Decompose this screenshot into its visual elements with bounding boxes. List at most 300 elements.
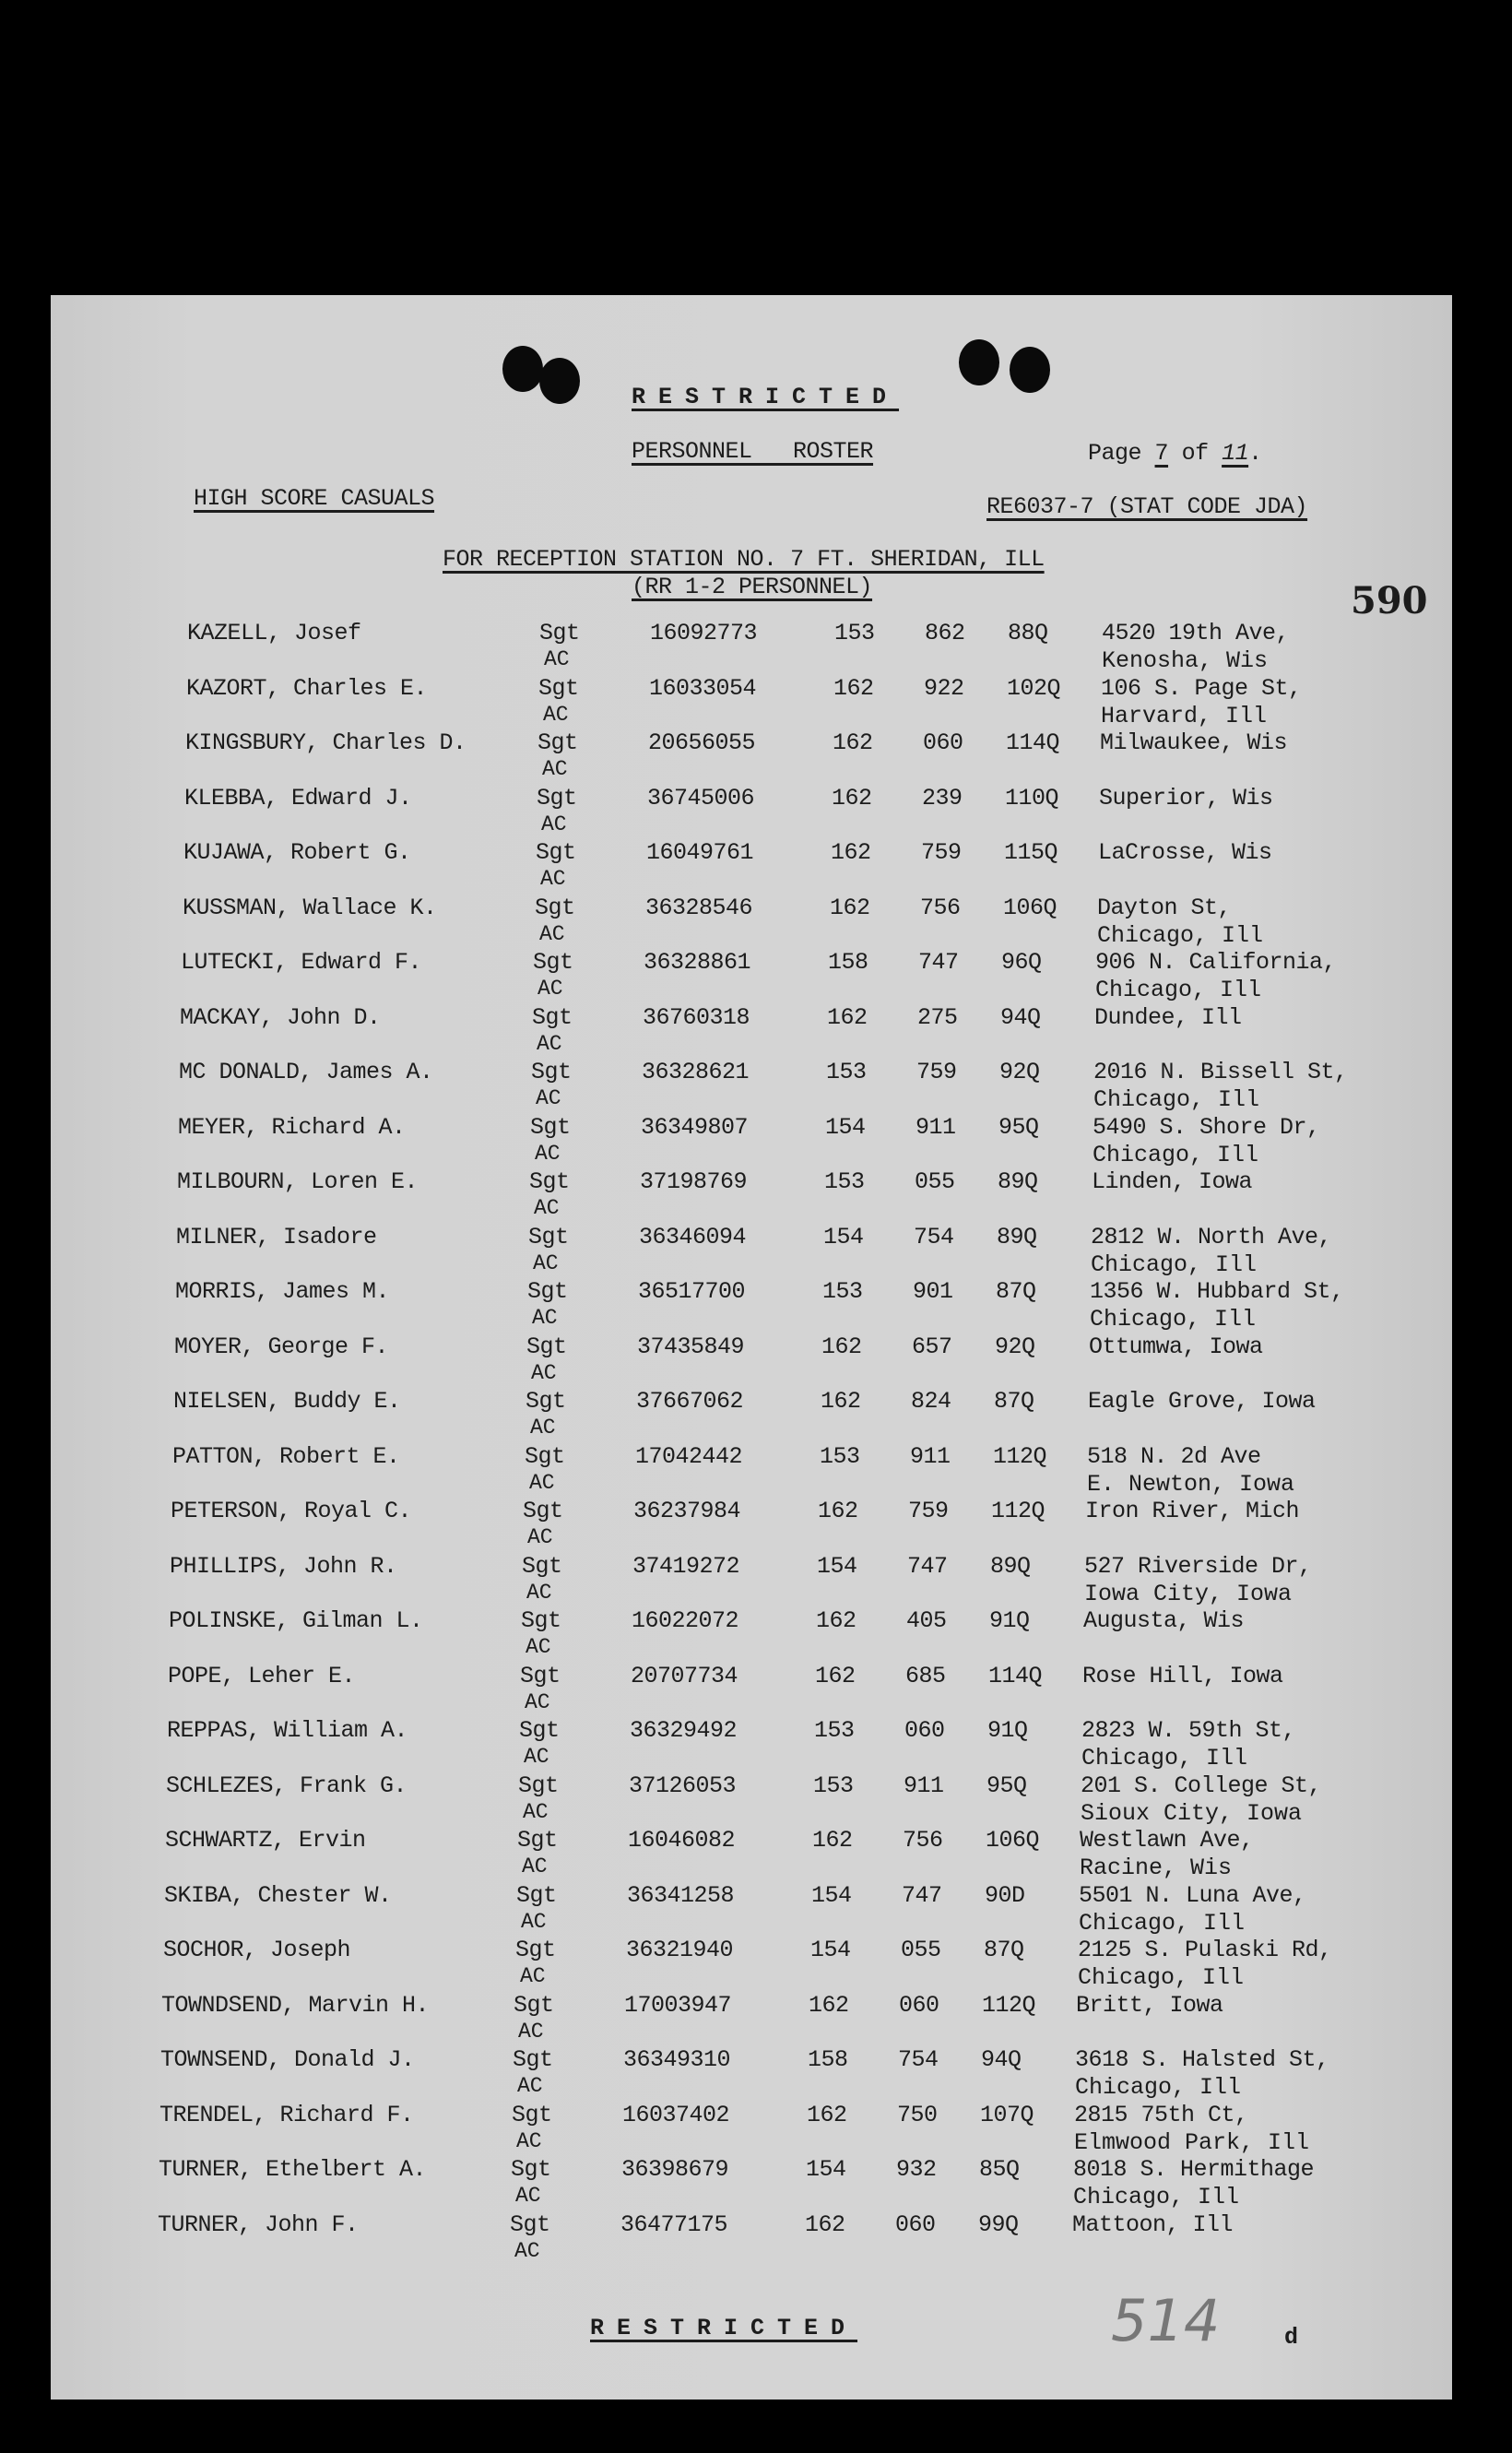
cell-serial: 20656055 — [648, 729, 756, 756]
cell-rank: Sgt — [538, 674, 579, 702]
cell-c2: 901 — [913, 1278, 953, 1305]
cell-rank: Sgt — [535, 894, 575, 921]
cell-branch: AC — [518, 2019, 544, 2044]
cell-addr1: 3618 S. Halsted St, — [1075, 2046, 1329, 2073]
cell-branch: AC — [537, 1031, 562, 1056]
cell-addr1: 4520 19th Ave, — [1102, 620, 1290, 646]
cell-addr1: 8018 S. Hermithage — [1073, 2156, 1315, 2183]
cell-branch: AC — [515, 2184, 541, 2208]
cell-serial: 16037402 — [622, 2101, 730, 2128]
cell-addr1: Rose Hill, Iowa — [1082, 1662, 1283, 1689]
cell-c3: 87Q — [984, 1937, 1024, 1963]
cell-addr2: Elmwood Park, Ill — [1074, 2128, 1310, 2156]
cell-c3: 85Q — [979, 2156, 1020, 2183]
cell-c1: 154 — [825, 1113, 866, 1141]
cell-rank: Sgt — [530, 1113, 571, 1141]
cell-rank: Sgt — [511, 2156, 551, 2183]
roster-row — [51, 729, 1452, 785]
cell-c1: 162 — [815, 1662, 856, 1689]
cell-c1: 154 — [810, 1937, 851, 1963]
cell-rank: Sgt — [531, 1059, 572, 1085]
cell-addr2: Chicago, Ill — [1090, 1306, 1257, 1333]
cell-name: PHILLIPS, John R. — [170, 1552, 397, 1580]
cell-name: TOWNDSEND, Marvin H. — [161, 1991, 430, 2019]
cell-addr1: 2016 N. Bissell St, — [1093, 1059, 1348, 1085]
cell-addr2: Chicago, Ill — [1078, 1964, 1245, 1991]
punch-hole — [959, 339, 999, 385]
cell-serial: 36349807 — [641, 1113, 749, 1141]
cell-c3: 102Q — [1007, 674, 1061, 702]
cell-c3: 106Q — [986, 1827, 1040, 1854]
cell-c1: 162 — [832, 784, 872, 812]
cell-c1: 162 — [805, 2210, 845, 2238]
cell-addr2: Chicago, Ill — [1081, 1745, 1248, 1772]
cell-name: KAZELL, Josef — [187, 620, 361, 646]
cell-c3: 106Q — [1003, 894, 1057, 921]
cell-name: MORRIS, James M. — [175, 1278, 390, 1305]
cell-addr2: Chicago, Ill — [1075, 2074, 1242, 2101]
cell-branch: AC — [542, 757, 568, 781]
cell-c2: 275 — [917, 1003, 958, 1031]
cell-serial: 36321940 — [626, 1937, 734, 1963]
roster-row — [51, 1882, 1452, 1938]
cell-c3: 91Q — [987, 1717, 1028, 1744]
cell-rank: Sgt — [539, 620, 580, 646]
cell-addr1: Dundee, Ill — [1094, 1003, 1242, 1031]
cell-name: KUSSMAN, Wallace K. — [183, 894, 437, 921]
cell-rank: Sgt — [512, 2101, 552, 2128]
cell-branch: AC — [525, 1689, 550, 1714]
cell-name: NIELSEN, Buddy E. — [173, 1388, 401, 1415]
cell-c1: 162 — [821, 1333, 862, 1360]
cell-branch: AC — [521, 1909, 547, 1934]
destination: FOR RECEPTION STATION NO. 7 FT. SHERIDAN, ILL — [443, 546, 1045, 573]
roster-row — [51, 1937, 1452, 1992]
cell-c3: 95Q — [986, 1772, 1027, 1799]
page-indicator: Page 7 of 11. — [1088, 440, 1262, 467]
cell-name: TRENDEL, Richard F. — [159, 2101, 414, 2128]
cell-serial: 36760318 — [643, 1003, 750, 1031]
cell-c3: 115Q — [1004, 839, 1058, 866]
cell-branch: AC — [544, 647, 570, 671]
cell-c1: 162 — [816, 1607, 856, 1634]
cell-addr1: LaCrosse, Wis — [1098, 839, 1272, 866]
cell-name: MOYER, George F. — [174, 1333, 389, 1360]
cell-rank: Sgt — [525, 1442, 565, 1470]
cell-c1: 153 — [834, 620, 875, 646]
cell-addr2: Harvard, Ill — [1101, 702, 1268, 729]
cell-name: LUTECKI, Edward F. — [181, 949, 422, 976]
cell-addr2: Chicago, Ill — [1079, 1909, 1246, 1937]
cell-c1: 158 — [828, 949, 868, 976]
stat-code: RE6037-7 (STAT CODE JDA) — [986, 493, 1308, 520]
roster-row — [51, 1443, 1452, 1499]
subgroup: (RR 1-2 PERSONNEL) — [632, 574, 873, 600]
cell-rank: Sgt — [513, 2046, 553, 2073]
roster-row — [51, 895, 1452, 950]
cell-c2: 685 — [905, 1662, 946, 1689]
cell-addr2: Racine, Wis — [1080, 1855, 1233, 1881]
cell-c1: 153 — [824, 1168, 865, 1195]
cell-branch: AC — [524, 1745, 549, 1769]
cell-name: TURNER, John F. — [158, 2210, 359, 2238]
page-number: 7 — [1154, 440, 1169, 467]
cell-rank: Sgt — [526, 1333, 567, 1360]
cell-c3: 96Q — [1001, 949, 1042, 976]
cell-serial: 16046082 — [628, 1827, 736, 1854]
cell-c3: 94Q — [981, 2046, 1022, 2073]
page-of: of — [1181, 440, 1209, 467]
cell-rank: Sgt — [517, 1827, 558, 1854]
cell-branch: AC — [539, 921, 565, 946]
cell-addr1: Linden, Iowa — [1092, 1168, 1253, 1195]
cell-addr1: Augusta, Wis — [1083, 1607, 1245, 1634]
cell-c2: 060 — [895, 2210, 936, 2238]
cell-c2: 060 — [923, 729, 963, 756]
cell-c1: 162 — [812, 1827, 853, 1854]
cell-c2: 759 — [916, 1059, 957, 1085]
cell-serial: 16092773 — [650, 620, 758, 646]
punch-hole — [539, 358, 580, 404]
cell-c2: 747 — [918, 949, 959, 976]
cell-c2: 055 — [915, 1168, 955, 1195]
cell-addr1: 201 S. College St, — [1081, 1772, 1322, 1799]
cell-rank: Sgt — [518, 1772, 559, 1799]
cell-rank: Sgt — [537, 784, 577, 812]
cell-c3: 88Q — [1008, 620, 1048, 646]
cell-c1: 154 — [823, 1223, 864, 1250]
cell-c2: 911 — [915, 1113, 956, 1141]
cell-name: KLEBBA, Edward J. — [184, 784, 412, 812]
cell-name: KINGSBURY, Charles D. — [185, 729, 467, 756]
cell-addr1: 527 Riverside Dr, — [1084, 1552, 1312, 1580]
cell-rank: Sgt — [521, 1607, 561, 1634]
document-title: PERSONNEL ROSTER — [632, 438, 874, 465]
group-title: HIGH SCORE CASUALS — [194, 485, 435, 512]
cell-addr1: Mattoon, Ill — [1072, 2210, 1234, 2238]
cell-c2: 060 — [904, 1717, 945, 1744]
cell-c1: 162 — [809, 1991, 849, 2019]
cell-addr1: 106 S. Page St, — [1101, 674, 1302, 702]
cell-addr1: Westlawn Ave, — [1080, 1827, 1254, 1854]
roster-row — [51, 2211, 1452, 2267]
cell-branch: AC — [536, 1086, 561, 1110]
cell-c2: 750 — [897, 2101, 938, 2128]
cell-c1: 153 — [814, 1717, 855, 1744]
cell-c3: 87Q — [994, 1388, 1034, 1415]
cell-addr2: Chicago, Ill — [1093, 1086, 1260, 1113]
cell-addr2: Iowa City, Iowa — [1084, 1580, 1293, 1607]
roster-row — [51, 1772, 1452, 1828]
cell-branch: AC — [532, 1306, 558, 1330]
cell-c2: 824 — [911, 1388, 951, 1415]
handwritten-number: 514 — [1111, 2287, 1221, 2354]
roster-row — [51, 2156, 1452, 2211]
cell-rank: Sgt — [523, 1498, 563, 1524]
cell-addr1: 2812 W. North Ave, — [1091, 1223, 1332, 1250]
roster-row — [51, 1168, 1452, 1224]
cell-name: MEYER, Richard A. — [178, 1113, 406, 1141]
roster-row — [51, 1004, 1452, 1060]
cell-c3: 110Q — [1005, 784, 1059, 812]
cell-c2: 932 — [896, 2156, 937, 2183]
cell-c3: 87Q — [996, 1278, 1036, 1305]
cell-serial: 37198769 — [640, 1168, 748, 1195]
footer-mark: d — [1284, 2324, 1298, 2351]
cell-serial: 36328546 — [645, 894, 753, 921]
cell-branch: AC — [540, 867, 566, 891]
cell-c2: 922 — [924, 674, 964, 702]
cell-c2: 060 — [899, 1991, 939, 2019]
cell-c1: 153 — [813, 1772, 854, 1799]
cell-branch: AC — [526, 1635, 551, 1659]
roster-row — [51, 620, 1452, 675]
cell-addr2: Chicago, Ill — [1097, 921, 1264, 949]
cell-c2: 862 — [925, 620, 965, 646]
cell-branch: AC — [523, 1799, 549, 1824]
cell-c2: 911 — [910, 1442, 951, 1470]
cell-addr2: Chicago, Ill — [1095, 977, 1262, 1003]
punch-hole — [502, 346, 543, 392]
cell-c1: 162 — [821, 1388, 861, 1415]
cell-addr1: Britt, Iowa — [1076, 1991, 1223, 2019]
cell-name: MILBOURN, Loren E. — [177, 1168, 419, 1195]
cell-c2: 756 — [903, 1827, 943, 1854]
roster-row — [51, 1278, 1452, 1333]
cell-c1: 153 — [820, 1442, 860, 1470]
cell-branch: AC — [516, 2128, 542, 2153]
cell-serial: 36517700 — [638, 1278, 746, 1305]
roster-row — [51, 2102, 1452, 2157]
roster-row — [51, 1717, 1452, 1772]
cell-c3: 112Q — [993, 1442, 1047, 1470]
cell-c2: 754 — [914, 1223, 954, 1250]
cell-serial: 36477175 — [620, 2210, 728, 2238]
stamp-number: 590 — [1351, 579, 1428, 622]
cell-addr1: Milwaukee, Wis — [1100, 729, 1288, 756]
cell-rank: Sgt — [520, 1662, 561, 1689]
cell-name: SCHLEZES, Frank G. — [166, 1772, 408, 1799]
cell-c3: 89Q — [990, 1552, 1031, 1580]
cell-branch: AC — [543, 702, 569, 727]
cell-serial: 20707734 — [631, 1662, 738, 1689]
cell-serial: 16049761 — [646, 839, 754, 866]
cell-c3: 99Q — [978, 2210, 1019, 2238]
cell-name: PATTON, Robert E. — [172, 1442, 400, 1470]
cell-c2: 756 — [920, 894, 961, 921]
cell-addr1: Dayton St, — [1097, 894, 1232, 921]
cell-c2: 911 — [904, 1772, 944, 1799]
cell-c1: 154 — [817, 1552, 857, 1580]
cell-name: POPE, Leher E. — [168, 1662, 356, 1689]
cell-addr1: 2815 75th Ct, — [1074, 2101, 1248, 2128]
cell-serial: 16022072 — [632, 1607, 739, 1634]
cell-addr1: 518 N. 2d Ave — [1087, 1442, 1261, 1470]
cell-serial: 17042442 — [635, 1442, 743, 1470]
cell-addr1: 2823 W. 59th St, — [1081, 1717, 1296, 1744]
cell-addr1: 2125 S. Pulaski Rd, — [1078, 1937, 1332, 1963]
cell-name: MILNER, Isadore — [176, 1223, 377, 1250]
cell-name: TOWNSEND, Donald J. — [160, 2046, 415, 2073]
cell-c2: 759 — [908, 1498, 949, 1524]
cell-c3: 90D — [985, 1881, 1025, 1909]
cell-rank: Sgt — [532, 1003, 573, 1031]
roster-row — [51, 1114, 1452, 1169]
cell-name: SOCHOR, Joseph — [163, 1937, 351, 1963]
cell-serial: 37435849 — [637, 1333, 745, 1360]
cell-serial: 36349310 — [623, 2046, 731, 2073]
roster-row — [51, 949, 1452, 1004]
classification-footer: RESTRICTED — [590, 2315, 858, 2341]
roster-row — [51, 1827, 1452, 1882]
cell-rank: Sgt — [510, 2210, 550, 2238]
cell-serial: 36328621 — [642, 1059, 750, 1085]
cell-c3: 94Q — [1000, 1003, 1041, 1031]
cell-serial: 37667062 — [636, 1388, 744, 1415]
cell-branch: AC — [517, 2074, 543, 2098]
roster-row — [51, 1992, 1452, 2047]
cell-serial: 36745006 — [647, 784, 755, 812]
cell-addr1: Eagle Grove, Iowa — [1088, 1388, 1316, 1415]
cell-addr2: Kenosha, Wis — [1102, 647, 1269, 674]
cell-addr1: 1356 W. Hubbard St, — [1090, 1278, 1344, 1305]
roster-row — [51, 1059, 1452, 1114]
cell-c1: 158 — [808, 2046, 848, 2073]
cell-name: KUJAWA, Robert G. — [183, 839, 411, 866]
cell-rank: Sgt — [529, 1168, 570, 1195]
cell-serial: 37419272 — [632, 1552, 740, 1580]
cell-name: SCHWARTZ, Ervin — [165, 1827, 366, 1854]
cell-c1: 162 — [833, 729, 873, 756]
cell-addr2: Chicago, Ill — [1073, 2184, 1240, 2210]
cell-c3: 112Q — [991, 1498, 1045, 1524]
roster-row — [51, 1553, 1452, 1608]
cell-c2: 759 — [921, 839, 962, 866]
cell-branch: AC — [520, 1964, 546, 1988]
roster-row — [51, 1224, 1452, 1279]
cell-name: KAZORT, Charles E. — [186, 674, 428, 702]
cell-c3: 112Q — [982, 1991, 1036, 2019]
cell-c1: 154 — [811, 1881, 852, 1909]
cell-branch: AC — [531, 1360, 557, 1385]
cell-branch: AC — [514, 2238, 540, 2263]
cell-branch: AC — [526, 1580, 552, 1605]
cell-c3: 114Q — [988, 1662, 1043, 1689]
cell-c1: 154 — [806, 2156, 846, 2183]
cell-c1: 153 — [826, 1059, 867, 1085]
cell-rank: Sgt — [516, 1881, 557, 1909]
cell-branch: AC — [535, 1141, 561, 1166]
cell-branch: AC — [530, 1416, 556, 1440]
cell-c1: 153 — [822, 1278, 863, 1305]
cell-rank: Sgt — [536, 839, 576, 866]
roster-row — [51, 2046, 1452, 2102]
cell-rank: Sgt — [527, 1278, 568, 1305]
cell-c3: 92Q — [995, 1333, 1035, 1360]
cell-c3: 89Q — [998, 1168, 1038, 1195]
cell-addr1: Superior, Wis — [1099, 784, 1273, 812]
cell-rank: Sgt — [537, 729, 578, 756]
cell-rank: Sgt — [514, 1991, 554, 2019]
cell-c2: 055 — [901, 1937, 941, 1963]
cell-rank: Sgt — [522, 1552, 562, 1580]
cell-addr1: 906 N. California, — [1095, 949, 1337, 976]
cell-serial: 36328861 — [644, 949, 751, 976]
cell-c2: 747 — [902, 1881, 942, 1909]
cell-serial: 36346094 — [639, 1223, 747, 1250]
cell-c2: 239 — [922, 784, 963, 812]
cell-addr2: Sioux City, Iowa — [1081, 1799, 1303, 1827]
cell-rank: Sgt — [528, 1223, 569, 1250]
cell-name: MACKAY, John D. — [180, 1003, 381, 1031]
cell-branch: AC — [529, 1470, 555, 1495]
cell-name: MC DONALD, James A. — [179, 1059, 433, 1085]
page-total: 11 — [1222, 440, 1249, 467]
punch-hole — [1010, 347, 1050, 393]
cell-name: SKIBA, Chester W. — [164, 1881, 392, 1909]
cell-c3: 92Q — [999, 1059, 1040, 1085]
cell-branch: AC — [533, 1250, 559, 1275]
cell-name: TURNER, Ethelbert A. — [159, 2156, 427, 2183]
cell-c3: 114Q — [1006, 729, 1060, 756]
cell-addr2: Chicago, Ill — [1091, 1250, 1258, 1278]
cell-c1: 162 — [831, 839, 871, 866]
classification-header: RESTRICTED — [632, 384, 900, 410]
cell-name: POLINSKE, Gilman L. — [169, 1607, 423, 1634]
cell-serial: 17003947 — [624, 1991, 732, 2019]
cell-name: REPPAS, William A. — [167, 1717, 408, 1744]
document-page — [51, 295, 1452, 2400]
roster-row — [51, 1607, 1452, 1663]
cell-c1: 162 — [807, 2101, 847, 2128]
cell-c1: 162 — [833, 674, 874, 702]
cell-serial: 36329492 — [630, 1717, 738, 1744]
cell-branch: AC — [522, 1855, 548, 1878]
cell-serial: 36398679 — [621, 2156, 729, 2183]
roster-row — [51, 1498, 1452, 1553]
cell-branch: AC — [534, 1196, 560, 1220]
cell-c1: 162 — [818, 1498, 858, 1524]
cell-c1: 162 — [827, 1003, 868, 1031]
cell-branch: AC — [537, 977, 563, 1001]
roster-row — [51, 675, 1452, 730]
cell-serial: 36237984 — [633, 1498, 741, 1524]
roster-row — [51, 1333, 1452, 1389]
cell-branch: AC — [527, 1525, 553, 1549]
cell-rank: Sgt — [526, 1388, 566, 1415]
cell-rank: Sgt — [519, 1717, 560, 1744]
cell-c2: 657 — [912, 1333, 952, 1360]
cell-serial: 36341258 — [627, 1881, 735, 1909]
cell-c3: 89Q — [997, 1223, 1037, 1250]
cell-serial: 16033054 — [649, 674, 757, 702]
cell-addr2: E. Newton, Iowa — [1087, 1470, 1295, 1498]
cell-c3: 107Q — [980, 2101, 1034, 2128]
roster-row — [51, 1388, 1452, 1443]
roster-row — [51, 785, 1452, 840]
cell-c1: 162 — [830, 894, 870, 921]
cell-c2: 747 — [907, 1552, 948, 1580]
cell-rank: Sgt — [515, 1937, 556, 1963]
cell-addr1: Ottumwa, Iowa — [1089, 1333, 1263, 1360]
cell-addr1: 5490 S. Shore Dr, — [1093, 1113, 1320, 1141]
roster-row — [51, 839, 1452, 895]
page-label: Page — [1088, 440, 1142, 467]
cell-c2: 754 — [898, 2046, 939, 2073]
cell-name: PETERSON, Royal C. — [171, 1498, 412, 1524]
cell-c3: 91Q — [989, 1607, 1030, 1634]
cell-rank: Sgt — [533, 949, 573, 976]
